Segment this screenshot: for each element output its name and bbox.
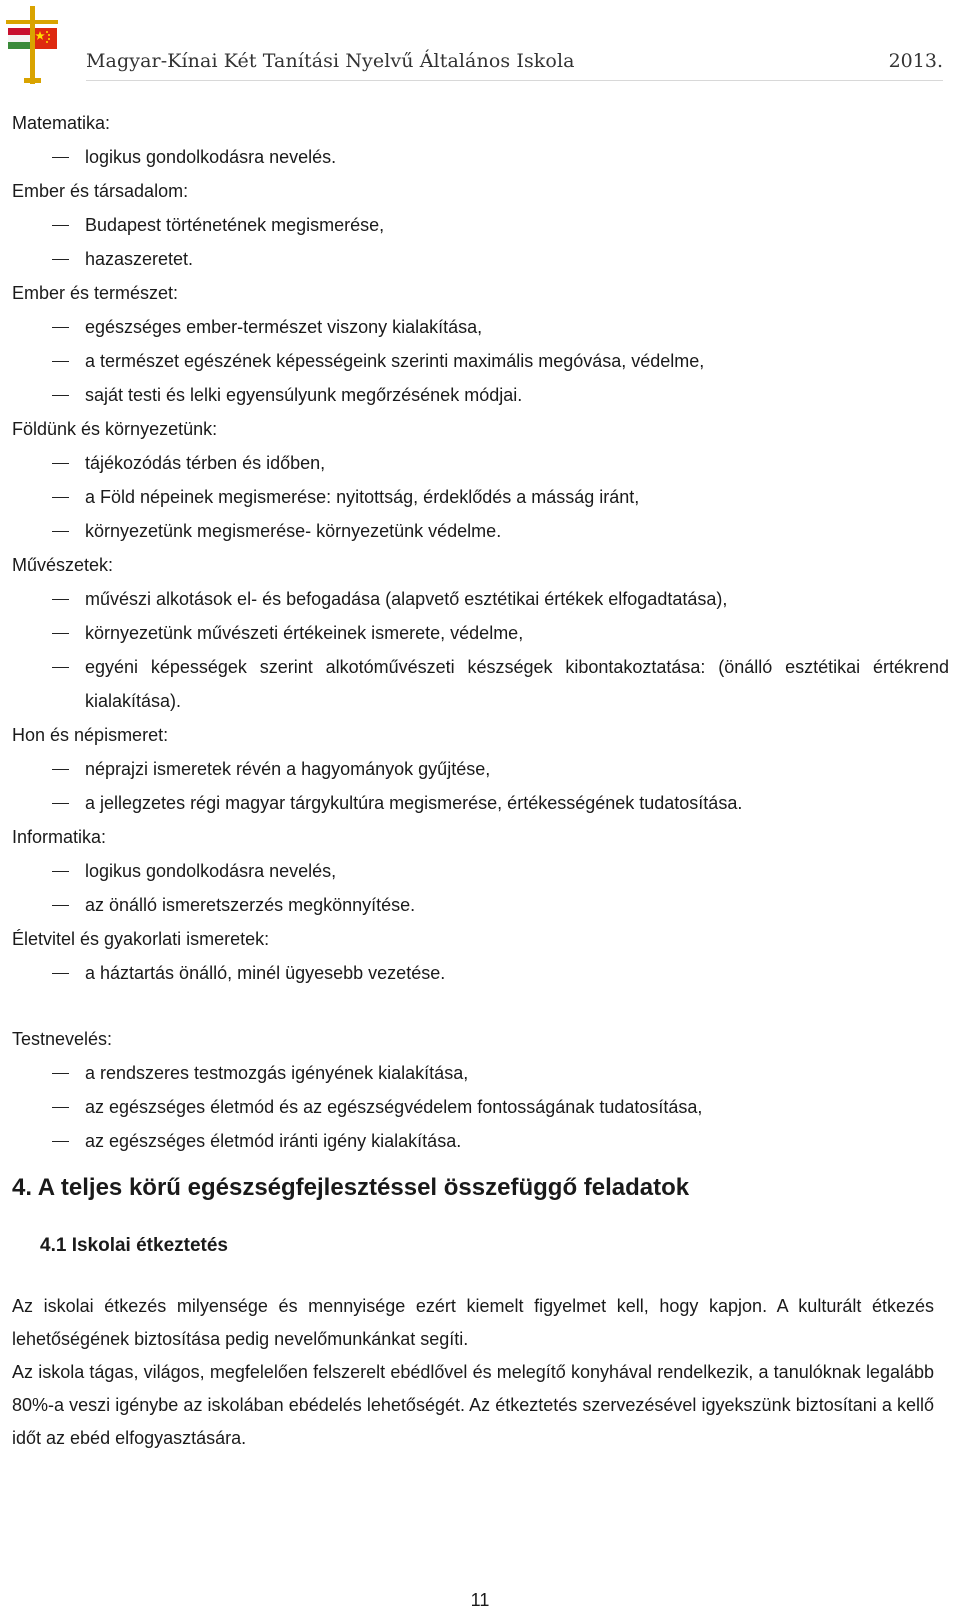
school-logo-icon [4, 4, 62, 86]
list-item: az egészséges életmód iránti igény kialakítása. [85, 1131, 462, 1151]
list-item: logikus gondolkodásra nevelés, [85, 861, 337, 881]
list-item: néprajzi ismeretek révén a hagyományok gyűjtése, [85, 759, 491, 779]
list-item: környezetünk művészeti értékeinek ismerete, védelme, [85, 623, 524, 643]
list-item: saját testi és lelki egyensúlyunk megőrzésének módjai. [85, 385, 523, 405]
list-item: egészséges ember-természet viszony kialakítása, [85, 317, 483, 337]
list-item: a jellegzetes régi magyar tárgykultúra megismerése, értékességének tudatosítása. [85, 793, 743, 813]
list-item: művészi alkotások el- és befogadása (alapvető esztétikai értékek elfogadtatása), [85, 589, 728, 609]
subsection-heading: 4.1 Iskolai étkeztetés [40, 1235, 228, 1256]
list-item: egyéni képességek szerint alkotóművészeti készségek kibontakoztatása: (önálló esztétikai értékrend kialakítása). [85, 657, 949, 711]
header-title: Magyar-Kínai Két Tanítási Nyelvű Általános Iskola [86, 50, 575, 72]
section-title: Életvitel és gyakorlati ismeretek: [12, 929, 270, 949]
body-paragraph: Az iskolai étkezés milyensége és mennyisége ezért kiemelt figyelmet kell, hogy kapjon. A kulturált étkezés lehetőségének biztosítása pedig nevelőmunkánkat segíti. [12, 1296, 934, 1349]
list-item: az egészséges életmód és az egészségvédelem fontosságának tudatosítása, [85, 1097, 703, 1117]
page-content [12, 106, 960, 1455]
list-item: tájékozódás térben és időben, [85, 453, 326, 473]
chapter-heading: 4. A teljes körű egészségfejlesztéssel összefüggő feladatok [12, 1174, 690, 1201]
section-title: Testnevelés: [12, 1029, 113, 1049]
header-divider [86, 80, 943, 81]
section-title: Ember és természet: [12, 283, 179, 303]
list-item: környezetünk megismerése- környezetünk védelme. [85, 521, 502, 541]
section-title: Földünk és környezetünk: [12, 419, 218, 439]
body-paragraph: Az iskola tágas, világos, megfelelően felszerelt ebédlővel és melegítő konyhával rendelkezik, a tanulóknak legalább 80%-a veszi igénybe az iskolában ebédelés lehetőségét. Az étkeztetés szervezésével igyekszünk biztosítani a kellő időt az ebéd elfogyasztására. [12, 1362, 934, 1448]
list-item: a Föld népeinek megismerése: nyitottság, érdeklődés a másság iránt, [85, 487, 640, 507]
blank-line [12, 990, 960, 1022]
list-item: logikus gondolkodásra nevelés. [85, 147, 337, 167]
section-title: Informatika: [12, 827, 107, 847]
list-item: a háztartás önálló, minél ügyesebb vezetése. [85, 963, 446, 983]
list-item: Budapest történetének megismerése, [85, 215, 385, 235]
section-title: Ember és társadalom: [12, 181, 189, 201]
section-title: Matematika: [12, 113, 111, 133]
header-year: 2013. [888, 50, 943, 72]
section-title: Művészetek: [12, 555, 114, 575]
page-header [0, 0, 960, 90]
page-number: 11 [470, 1590, 490, 1610]
list-item: hazaszeretet. [85, 249, 194, 269]
list-item: a természet egészének képességeink szerinti maximális megóvása, védelme, [85, 351, 705, 371]
list-item: a rendszeres testmozgás igényének kialakítása, [85, 1063, 469, 1083]
list-item: az önálló ismeretszerzés megkönnyítése. [85, 895, 416, 915]
section-title: Hon és népismeret: [12, 725, 169, 745]
